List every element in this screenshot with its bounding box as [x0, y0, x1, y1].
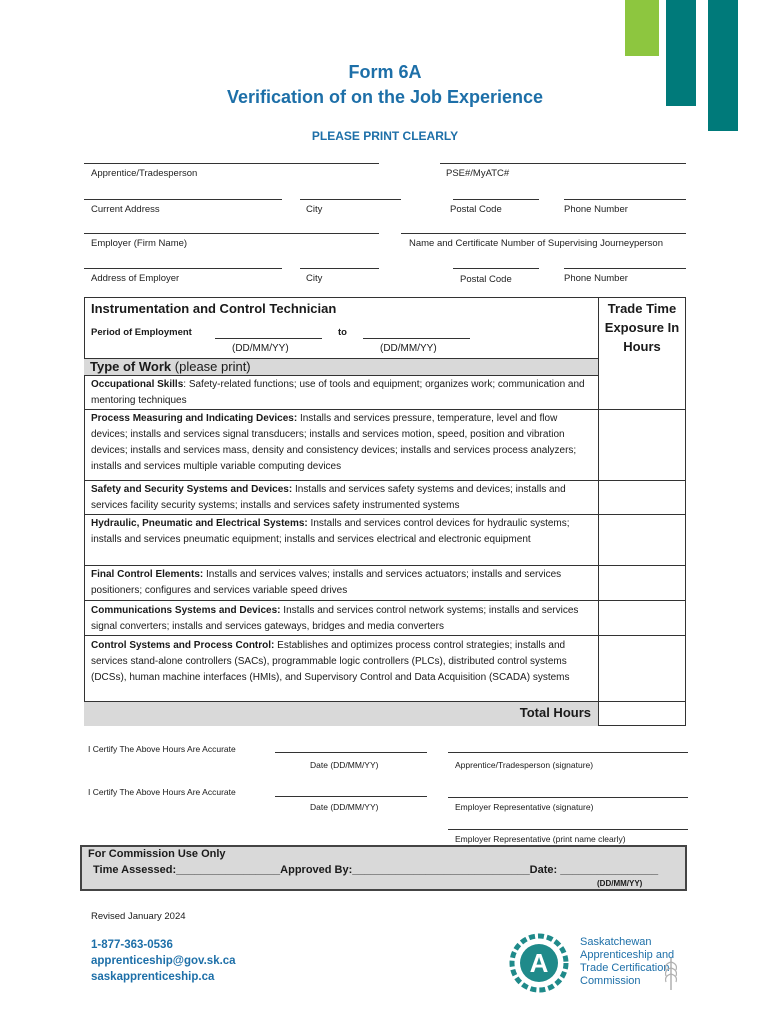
- row-title: Safety and Security Systems and Devices:: [91, 484, 293, 495]
- phone-label: Phone Number: [564, 204, 628, 215]
- postal-code2-line[interactable]: [453, 268, 539, 269]
- logo-line-2: Apprenticeship and: [580, 949, 675, 961]
- date1-line[interactable]: [275, 752, 427, 753]
- type-of-work-note: (please print): [174, 359, 251, 374]
- apprentice-line[interactable]: [84, 163, 379, 164]
- period-start-line[interactable]: [215, 338, 322, 339]
- apprentice-signature-line[interactable]: [448, 752, 688, 753]
- period-end-line[interactable]: [363, 338, 470, 339]
- row-description: Installs and services safety systems and devices; installs and services facility security systems; installs and services safety instrumented systems: [91, 484, 566, 511]
- date2-label: Date (DD/MM/YY): [310, 802, 379, 812]
- apprentice-signature-label: Apprentice/Tradesperson (signature): [455, 760, 594, 770]
- row-title: Control Systems and Process Control:: [91, 640, 275, 651]
- contact-phone[interactable]: 1-877-363-0536: [91, 939, 173, 951]
- hours-cell[interactable]: [598, 481, 686, 515]
- period-end-format: (DD/MM/YY): [380, 343, 437, 354]
- employer-label: Employer (Firm Name): [91, 238, 188, 249]
- city2-line[interactable]: [300, 268, 379, 269]
- row-description: Installs and services pressure, temperature, level and flow devices; installs and services signal transducers; installs and services motion, speed, position and vibration devices; installs and services mass, density and consistency devices; installs and services process analyzers; installs and services multiple variable computing devices: [91, 413, 577, 472]
- row-final-control: [91, 567, 591, 599]
- pse-line[interactable]: [440, 163, 686, 164]
- row-occupational: [91, 377, 591, 409]
- hours-cell[interactable]: [598, 636, 686, 702]
- date2-line[interactable]: [275, 796, 427, 797]
- row-title: Final Control Elements:: [91, 569, 204, 580]
- postal-code-label: Postal Code: [450, 204, 502, 215]
- revised-date: Revised January 2024: [91, 911, 186, 922]
- employer-print-name-line[interactable]: [448, 829, 688, 830]
- row-description: Installs and services valves; installs and services actuators; installs and services positioners; configures and services variable speed drives: [91, 569, 562, 596]
- contact-website[interactable]: saskapprenticeship.ca: [91, 971, 215, 983]
- row-control-systems: [91, 638, 591, 686]
- current-address-label: Current Address: [91, 204, 160, 215]
- row-process-measuring: [91, 411, 591, 475]
- commission-logo-icon: [508, 932, 570, 994]
- phone-line[interactable]: [564, 199, 686, 200]
- row-description: : Safety-related functions; use of tools and equipment; organizes work; communication and mentoring techniques: [91, 379, 585, 406]
- form-number: Form 6A: [348, 62, 422, 82]
- commission-row: Time Assessed:_________________Approved By:_____________________________Date: ________________: [93, 864, 659, 876]
- supervisor-line[interactable]: [401, 233, 686, 234]
- type-of-work-label: Type of Work: [90, 359, 172, 374]
- postal-code2-label: Postal Code: [460, 274, 512, 285]
- city-line[interactable]: [300, 199, 401, 200]
- type-of-work-heading: [90, 359, 251, 374]
- row-description: Installs and services control devices for hydraulic systems; installs and services pneumatic equipment; installs and services electrical and electronic equipment: [91, 518, 570, 545]
- row-communications: [91, 603, 591, 635]
- row-description: Establishes and optimizes process control strategies; installs and services stand-alone controllers (SACs), programmable logic controllers (PLCs), distributed control systems (DCSs), human machine interfaces (HMIs), and Supervisory Control and Data Acquisition (SCADA) systems: [91, 640, 570, 683]
- print-instruction: PLEASE PRINT CLEARLY: [311, 129, 459, 143]
- period-label: Period of Employment: [91, 327, 192, 338]
- wheat-icon: [660, 952, 682, 992]
- total-hours-label: Total Hours: [519, 705, 591, 720]
- certify-text-1: I Certify The Above Hours Are Accurate: [88, 744, 236, 754]
- logo-line-1: Saskatchewan: [580, 936, 652, 948]
- employer-signature-line[interactable]: [448, 797, 688, 798]
- trade-title: Instrumentation and Control Technician: [91, 301, 337, 316]
- employer-address-line[interactable]: [84, 268, 282, 269]
- phone2-line[interactable]: [564, 268, 686, 269]
- pse-label: PSE#/MyATC#: [446, 168, 510, 179]
- row-safety-security: [91, 482, 591, 514]
- hours-cell[interactable]: [598, 376, 686, 410]
- period-start-format: (DD/MM/YY): [232, 343, 289, 354]
- phone2-label: Phone Number: [564, 273, 628, 284]
- logo-letter: A: [529, 948, 549, 978]
- contact-email[interactable]: apprenticeship@gov.sk.ca: [91, 955, 236, 967]
- hours-cell[interactable]: [598, 410, 686, 481]
- employer-signature-label: Employer Representative (signature): [455, 802, 594, 812]
- employer-address-label: Address of Employer: [91, 273, 180, 284]
- logo-line-3: Trade Certification: [580, 962, 670, 974]
- row-hydraulic: [91, 516, 591, 548]
- commission-title: For Commission Use Only: [88, 848, 226, 860]
- trade-time-line-1: Trade Time: [607, 301, 677, 316]
- row-description: Installs and services control network systems; installs and services signal converters; installs and services gateways, bridges and media converters: [91, 605, 579, 632]
- city2-label: City: [306, 273, 323, 284]
- form-title: Verification of on the Job Experience: [226, 87, 544, 107]
- trade-time-line-3: Hours: [623, 339, 661, 354]
- hours-cell[interactable]: [598, 566, 686, 601]
- supervisor-label: Name and Certificate Number of Supervising Journeyperson: [409, 238, 663, 249]
- employer-print-name-label: Employer Representative (print name clearly): [455, 834, 626, 844]
- row-title: Process Measuring and Indicating Devices:: [91, 413, 298, 424]
- postal-code-line[interactable]: [453, 199, 539, 200]
- current-address-line[interactable]: [84, 199, 282, 200]
- commission-date-format: (DD/MM/YY): [597, 879, 643, 888]
- hours-cell[interactable]: [598, 515, 686, 566]
- apprentice-label: Apprentice/Tradesperson: [91, 168, 198, 179]
- row-title: Occupational Skills: [91, 379, 184, 390]
- date1-label: Date (DD/MM/YY): [310, 760, 379, 770]
- certify-text-2: I Certify The Above Hours Are Accurate: [88, 787, 236, 797]
- hours-cell[interactable]: [598, 601, 686, 636]
- trade-time-line-2: Exposure In: [604, 320, 680, 335]
- row-title: Communications Systems and Devices:: [91, 605, 281, 616]
- employer-line[interactable]: [84, 233, 379, 234]
- decor-bar-green: [625, 0, 659, 56]
- period-to: to: [338, 327, 347, 338]
- trade-time-header: [598, 299, 686, 356]
- row-title: Hydraulic, Pneumatic and Electrical Systems:: [91, 518, 308, 529]
- logo-line-4: Commission: [580, 975, 641, 987]
- city-label: City: [306, 204, 323, 215]
